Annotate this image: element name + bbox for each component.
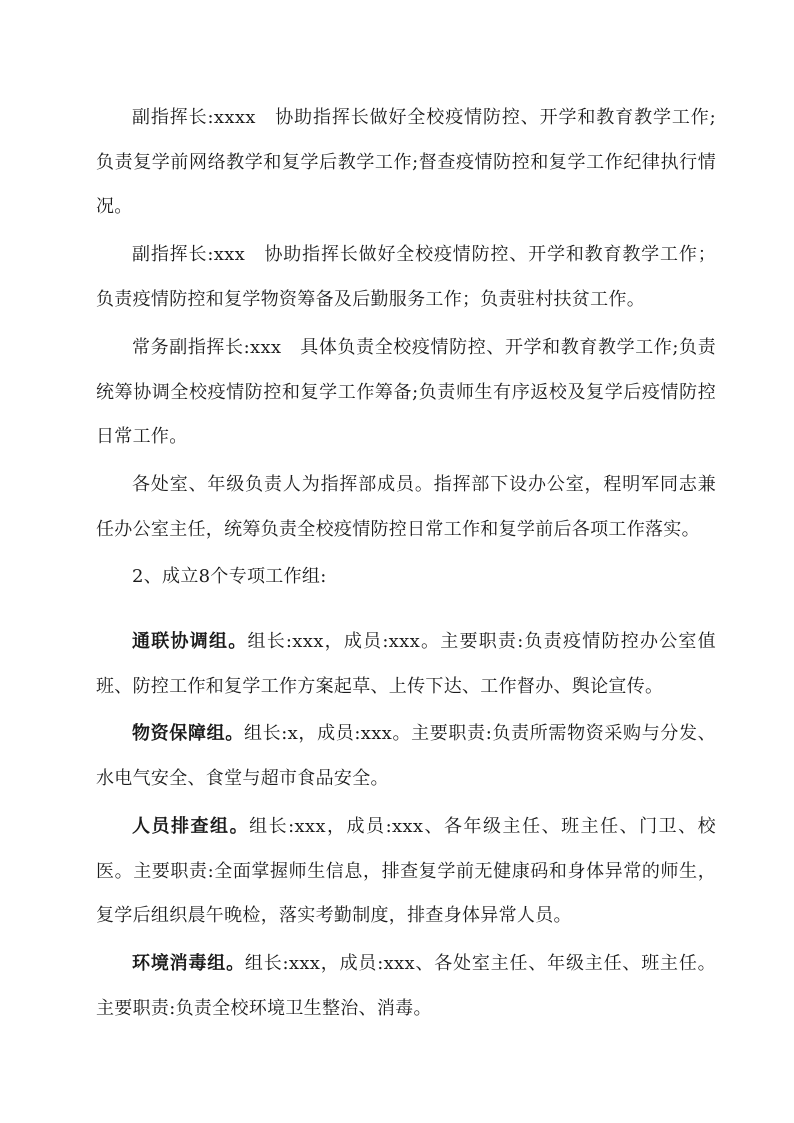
paragraph-text: 副指挥长:xxx 协助指挥长做好全校疫情防控、开学和教育教学工作；负责疫情防控和复学物资筹备及后勤服务工作；负责驻村扶贫工作。 [96, 244, 716, 310]
paragraph-liaison-group [96, 620, 716, 709]
paragraph-text: 副指挥长:xxxx 协助指挥长做好全校疫情防控、开学和教育教学工作;负责复学前网络教学和复学后教学工作;督查疫情防控和复学工作纪律执行情况。 [96, 107, 716, 217]
paragraph-deputy-commander-1 [96, 96, 716, 230]
paragraph-text: 组长:x，成员:xxx。主要职责:负责所需物资采购与分发、水电气安全、食堂与超市食品安全。 [96, 723, 716, 789]
paragraph-headquarters-members [96, 463, 716, 552]
paragraph-deputy-commander-2 [96, 233, 716, 322]
paragraph-lead: 环境消毒组。 [132, 953, 245, 974]
paragraph-text: 组长:xxx，成员:xxx、各处室主任、年级主任、班主任。主要职责:负责全校环境卫生整治、消毒。 [96, 953, 716, 1019]
paragraph-text: 组长:xxx，成员:xxx。主要职责:负责疫情防控办公室值班、防控工作和复学工作方案起草、上传下达、工作督办、舆论宣传。 [96, 631, 716, 697]
paragraph-supplies-group [96, 712, 716, 801]
paragraph-screening-group [96, 805, 716, 939]
paragraph-text: 各处室、年级负责人为指挥部成员。指挥部下设办公室，程明军同志兼任办公室主任，统筹负责全校疫情防控日常工作和复学前后各项工作落实。 [96, 474, 716, 540]
paragraph-lead: 通联协调组。 [132, 631, 248, 652]
paragraph-executive-deputy-commander [96, 326, 716, 460]
paragraph-text: 常务副指挥长:xxx 具体负责全校疫情防控、开学和教育教学工作;负责统筹协调全校疫情防控和复学工作筹备;负责师生有序返校及复学后疫情防控日常工作。 [96, 337, 716, 447]
paragraph-section-heading [96, 555, 716, 600]
paragraph-lead: 人员排查组。 [132, 816, 250, 837]
paragraph-lead: 物资保障组。 [132, 723, 244, 744]
paragraph-disinfection-group [96, 942, 716, 1031]
paragraph-text: 2、成立8个专项工作组: [132, 566, 327, 587]
paragraph-text: 组长:xxx，成员:xxx、各年级主任、班主任、门卫、校医。主要职责:全面掌握师生信息，排查复学前无健康码和身体异常的师生，复学后组织晨午晚检，落实考勤制度，排查身体异常人员。 [96, 816, 716, 926]
